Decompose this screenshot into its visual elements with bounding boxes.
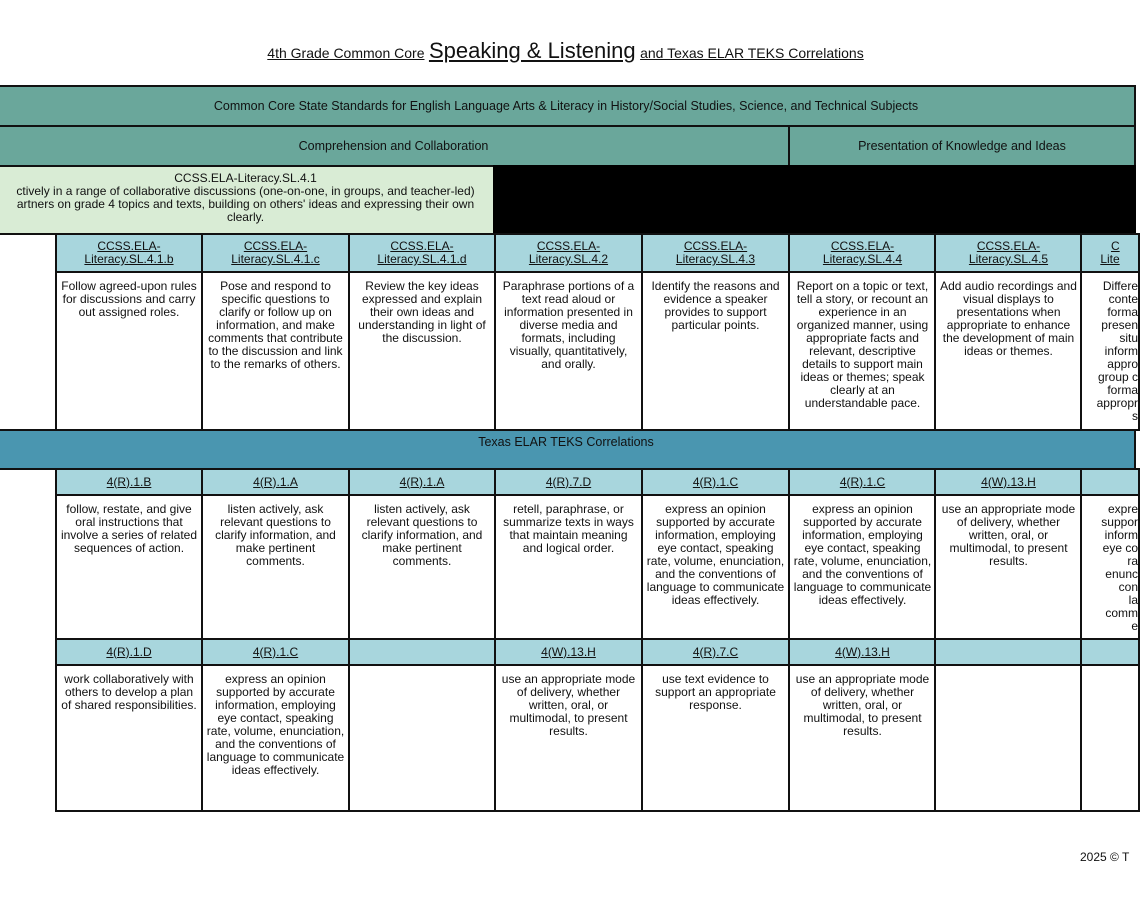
- standard-description: use text evidence to support an appropriate response.: [641, 664, 790, 812]
- standard-code: [934, 638, 1083, 666]
- standard-code: CCSS.ELA- Literacy.SL.4.4: [788, 233, 937, 273]
- ccss-sl41-line: ctively in a range of collaborative discussions (one-on-one, in groups, and teacher-led): [16, 184, 475, 198]
- standard-description: retell, paraphrase, or summarize texts in ways that maintain meaning and logical order.: [494, 494, 643, 640]
- standard-description: Pose and respond to specific questions to clarify or follow up on information, and make comments that contribute to the discussion and link to the remarks of others.: [201, 271, 350, 431]
- presentation-banner: Presentation of Knowledge and Ideas: [788, 125, 1136, 167]
- standard-code: CCSS.ELA- Literacy.SL.4.1.d: [348, 233, 496, 273]
- standard-code: 4(W).13.H: [934, 468, 1083, 496]
- standard-code: 4(R).1.B: [55, 468, 203, 496]
- standard-code: 4(R).1.A: [201, 468, 350, 496]
- standard-description: Review the key ideas expressed and explain their own ideas and understanding in light of the discussion.: [348, 271, 496, 431]
- standard-description: express an opinion supported by accurate information, employing eye contact, speaking rate, volume, enunciation, and the conventions of language to communicate ideas effectively.: [201, 664, 350, 812]
- ccss-sl41-line: artners on grade 4 topics and texts, building on others' ideas and expressing their own: [16, 197, 475, 211]
- standard-code: CCSS.ELA- Literacy.SL.4.2: [494, 233, 643, 273]
- standard-description: Follow agreed-upon rules for discussions and carry out assigned roles.: [55, 271, 203, 431]
- title-main: Speaking & Listening: [428, 38, 636, 63]
- standard-code: CCSS.ELA- Literacy.SL.4.3: [641, 233, 790, 273]
- standard-description: Identify the reasons and evidence a speaker provides to support particular points.: [641, 271, 790, 431]
- standard-description: [1080, 664, 1140, 812]
- standard-code: [1080, 638, 1140, 666]
- standard-description: use an appropriate mode of delivery, whether written, oral, or multimodal, to present results.: [934, 494, 1083, 640]
- standard-description: [934, 664, 1083, 812]
- comprehension-banner: Comprehension and Collaboration: [0, 125, 791, 167]
- teks-banner: Texas ELAR TEKS Correlations: [0, 429, 1136, 470]
- standard-code: CCSS.ELA- Literacy.SL.4.5: [934, 233, 1083, 273]
- ccss-banner: Common Core State Standards for English Language Arts & Literacy in History/Social Studies, Science, and Technical Subjects: [0, 85, 1136, 127]
- title-suffix: and Texas ELAR TEKS Correlations: [640, 45, 864, 61]
- title-prefix: 4th Grade Common Core: [267, 45, 425, 61]
- standard-description: express an opinion supported by accurate information, employing eye contact, speaking rate, volume, enunciation, and the conventions of language to communicate ideas effectively.: [641, 494, 790, 640]
- standard-description: [348, 664, 496, 812]
- standard-description: work collaboratively with others to develop a plan of shared responsibilities.: [55, 664, 203, 812]
- standard-code: CCSS.ELA- Literacy.SL.4.1.c: [201, 233, 350, 273]
- ccss-sl41-code: CCSS.ELA-Literacy.SL.4.1: [174, 171, 317, 185]
- standard-description: Add audio recordings and visual displays to presentations when appropriate to enhance the development of main ideas or themes.: [934, 271, 1083, 431]
- standard-code: 4(R).1.A: [348, 468, 496, 496]
- standard-code: 4(R).7.D: [494, 468, 643, 496]
- standard-code: CCSS.ELA- Literacy.SL.4.1.b: [55, 233, 203, 273]
- standard-description: use an appropriate mode of delivery, whether written, oral, or multimodal, to present results.: [788, 664, 937, 812]
- standard-code: 4(R).7.C: [641, 638, 790, 666]
- standard-description: use an appropriate mode of delivery, whether written, oral, or multimodal, to present results.: [494, 664, 643, 812]
- ccss-sl41-description: [0, 165, 495, 235]
- standard-code: 4(W).13.H: [494, 638, 643, 666]
- standard-description: listen actively, ask relevant questions to clarify information, and make pertinent comments.: [348, 494, 496, 640]
- standard-description: Paraphrase portions of a text read aloud or information presented in diverse media and formats, including visually, quantitatively, and orally.: [494, 271, 643, 431]
- footer-copyright: 2025 © T: [1080, 850, 1130, 864]
- standard-code: 4(R).1.C: [201, 638, 350, 666]
- black-fill-block: [493, 165, 1136, 235]
- standard-description: express an opinion supported by accurate information, employing eye contact, speaking rate, volume, enunciation, and the conventions of language to communicate ideas effectively.: [788, 494, 937, 640]
- standard-code: [348, 638, 496, 666]
- standard-code: C Lite: [1080, 233, 1140, 273]
- standard-description: Differe conte forma presen situ inform appro group c forma appropr s: [1080, 271, 1140, 431]
- standard-description: listen actively, ask relevant questions to clarify information, and make pertinent comments.: [201, 494, 350, 640]
- standard-code: 4(W).13.H: [788, 638, 937, 666]
- ccss-sl41-line: clearly.: [226, 210, 265, 224]
- standard-code: 4(R).1.D: [55, 638, 203, 666]
- standard-description: follow, restate, and give oral instructions that involve a series of related sequences of action.: [55, 494, 203, 640]
- standard-code: 4(R).1.C: [788, 468, 937, 496]
- standard-code: [1080, 468, 1140, 496]
- standard-description: expre suppor inform eye co ra enunc con la comm e: [1080, 494, 1140, 640]
- standard-code: 4(R).1.C: [641, 468, 790, 496]
- standard-description: Report on a topic or text, tell a story, or recount an experience in an organized manner, using appropriate facts and relevant, descriptive details to support main ideas or themes; speak clearly at an understandable pace.: [788, 271, 937, 431]
- page-title: [0, 38, 1131, 64]
